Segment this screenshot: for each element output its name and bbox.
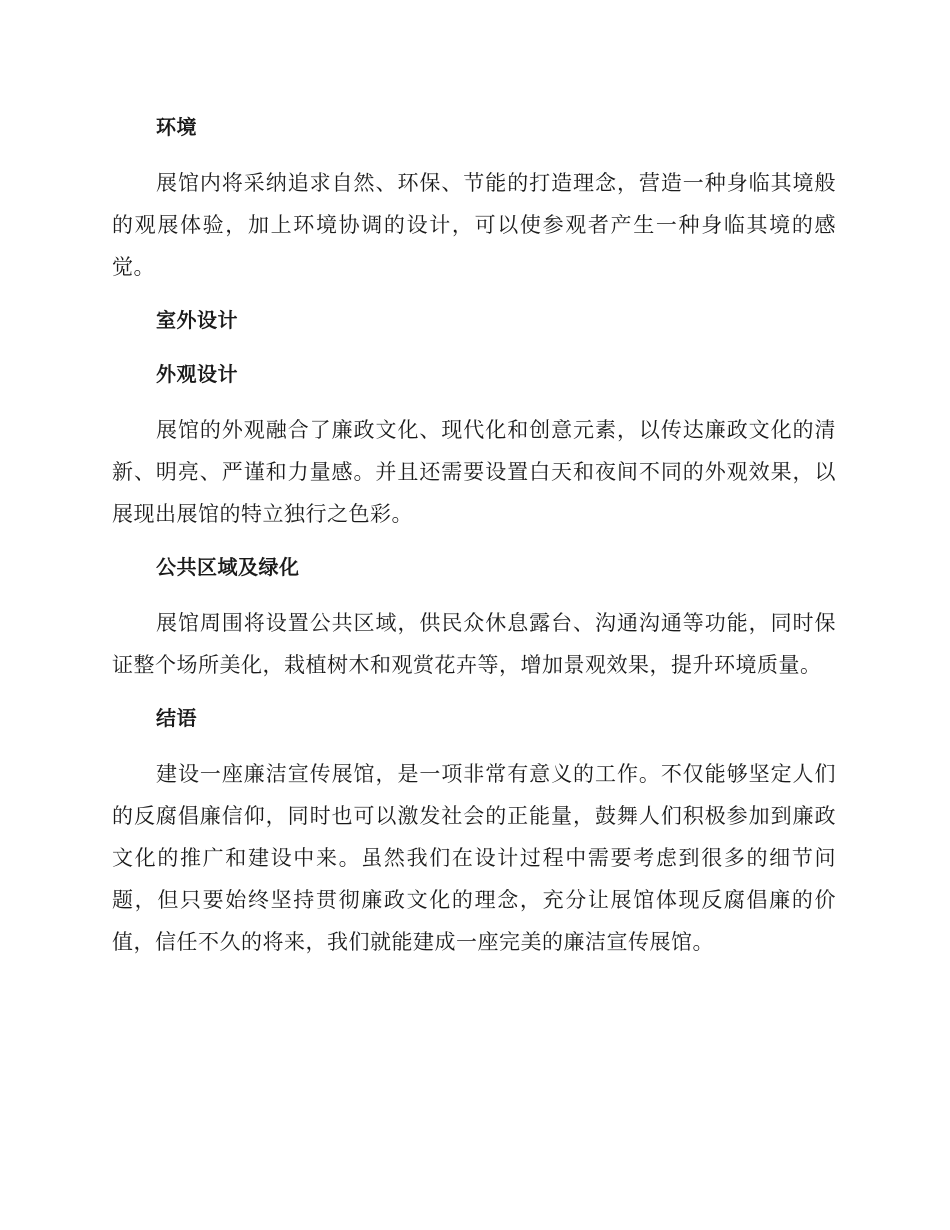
section-paragraph-conclusion: 建设一座廉洁宣传展馆，是一项非常有意义的工作。不仅能够坚定人们的反腐倡廉信仰，同时也可以激发社会的正能量，鼓舞人们积极参加到廉政文化的推广和建设中来。虽然我们在设计过程中需要考虑到很多的细节问题，但只要始终坚持贯彻廉政文化的理念，充分让展馆体现反腐倡廉的价值，信任不久的将来，我们就能建成一座完美的廉洁宣传展馆。 <box>112 762 836 954</box>
section-paragraph-exterior-design: 展馆的外观融合了廉政文化、现代化和创意元素，以传达廉政文化的清新、明亮、严谨和力量感。并且还需要设置白天和夜间不同的外观效果，以展现出展馆的特立独行之色彩。 <box>112 418 836 526</box>
section-paragraph-environment: 展馆内将采纳追求自然、环保、节能的打造理念，营造一种身临其境般的观展体验，加上环境协调的设计，可以使参观者产生一种身临其境的感觉。 <box>112 171 836 279</box>
section-heading-exterior-design: 外观设计 <box>156 362 238 386</box>
section-heading-outdoor-design: 室外设计 <box>156 308 238 332</box>
section-heading-public-area: 公共区域及绿化 <box>156 555 300 579</box>
section-paragraph-public-area: 展馆周围将设置公共区域，供民众休息露台、沟通沟通等功能，同时保证整个场所美化，栽植树木和观赏花卉等，增加景观效果，提升环境质量。 <box>112 611 836 677</box>
section-heading-conclusion: 结语 <box>156 706 197 730</box>
document-body <box>112 108 836 976</box>
section-heading-environment: 环境 <box>156 115 197 139</box>
